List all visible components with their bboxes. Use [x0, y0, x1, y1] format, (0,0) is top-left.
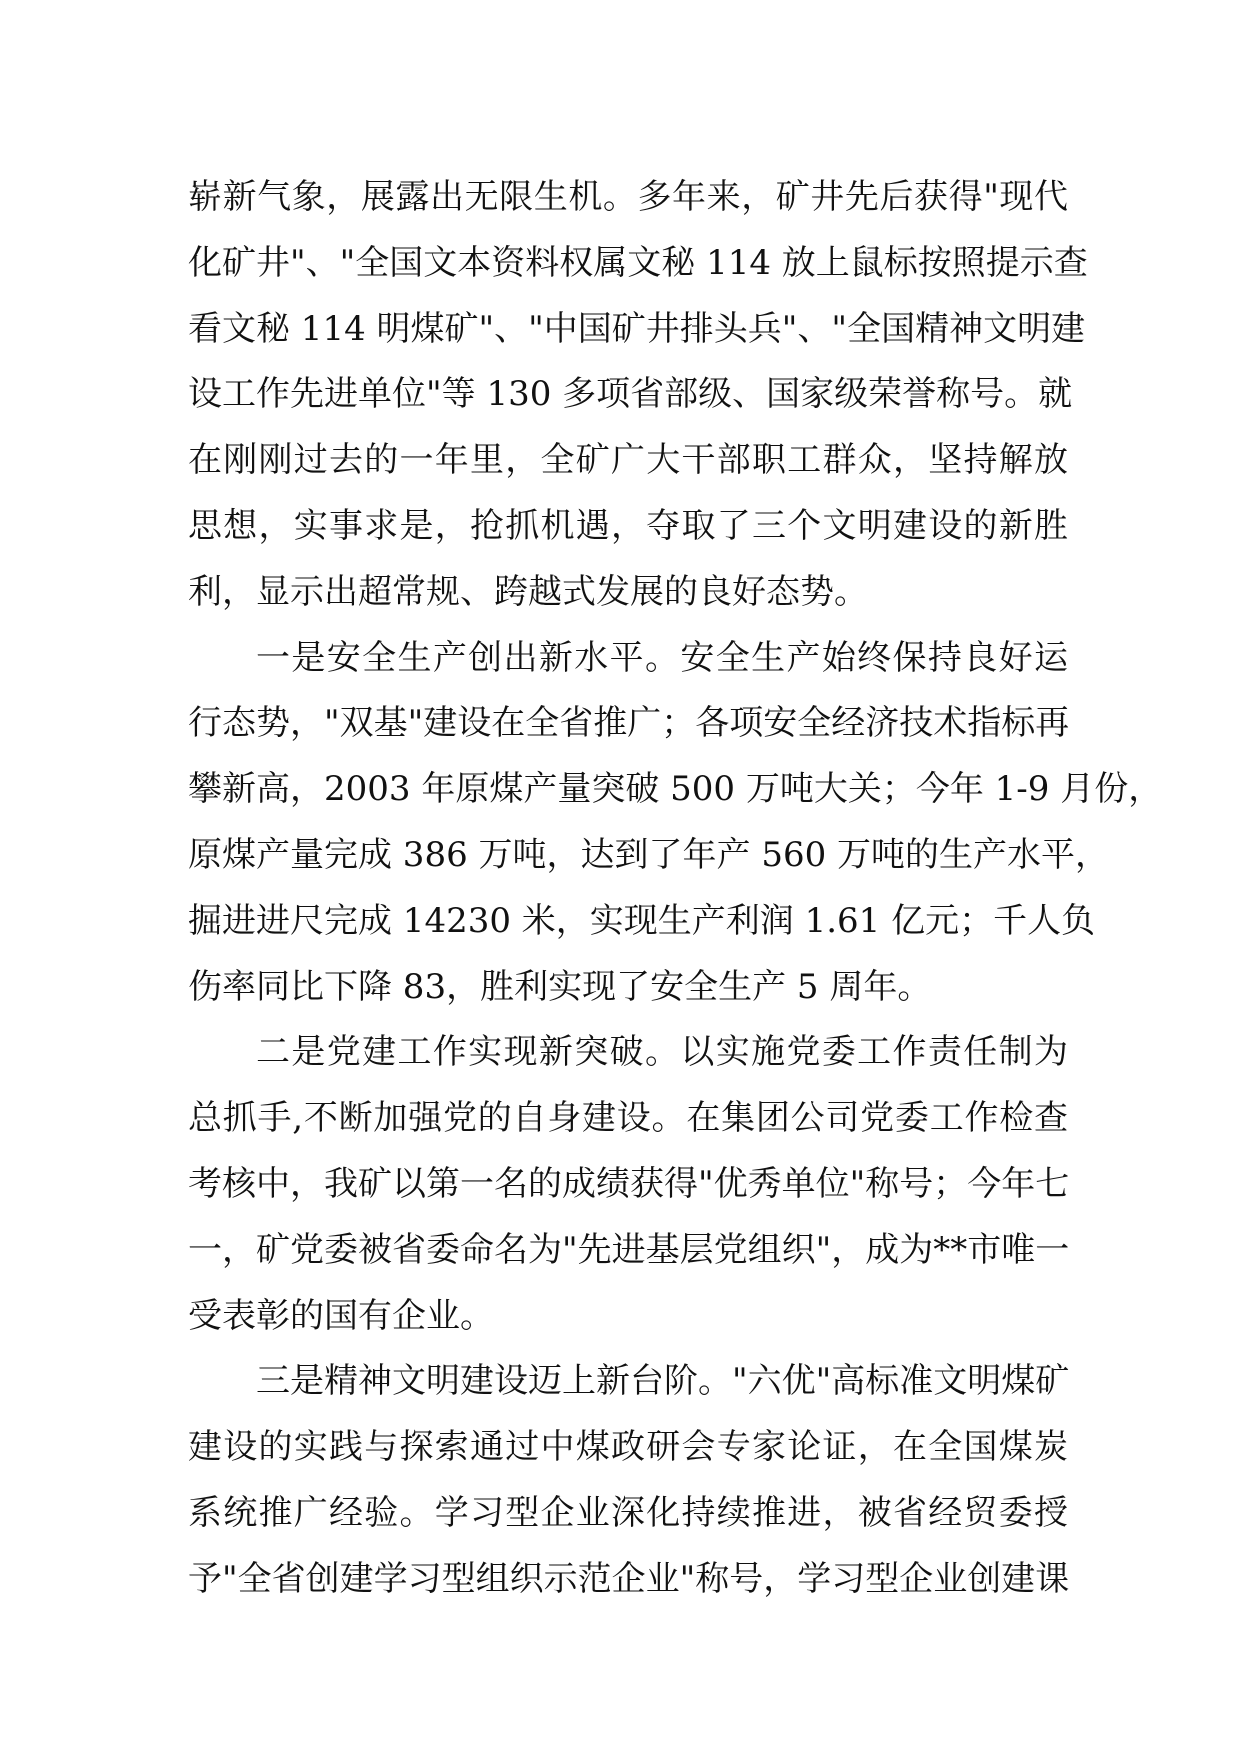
text-line: 崭新气象，展露出无限生机。多年来，矿井先后获得"现代	[188, 177, 1068, 217]
text-line: 受表彰的国有企业。	[188, 1295, 494, 1336]
text-line: 建设的实践与探索通过中煤政研会专家论证，在全国煤炭	[188, 1427, 1068, 1468]
text-line: 掘进进尺完成 14230 米，实现生产利润 1.61 亿元；千人负	[188, 900, 1096, 941]
text-line: 攀新高，2003 年原煤产量突破 500 万吨大关；今年 1-9 月份，	[188, 769, 1163, 810]
paragraph-heading-line: 二是党建工作实现新突破。以实施党委工作责任制为	[256, 1032, 1068, 1073]
text-line: 看文秘 114 明煤矿"、"中国矿井排头兵"、"全国精神文明建	[188, 308, 1086, 349]
text-line: 一，矿党委被省委命名为"先进基层党组织"，成为**市唯一	[188, 1229, 1070, 1270]
text-line: 系统推广经验。学习型企业深化持续推进，被省经贸委授	[188, 1492, 1068, 1533]
text-line: 设工作先进单位"等 130 多项省部级、国家级荣誉称号。就	[188, 374, 1073, 415]
text-line: 思想，实事求是，抢抓机遇，夺取了三个文明建设的新胜	[188, 505, 1068, 546]
text-line: 行态势，"双基"建设在全省推广；各项安全经济技术指标再	[188, 703, 1070, 744]
text-line: 化矿井"、"全国文本资料权属文秘 114 放上鼠标按照提示查	[188, 242, 1088, 283]
text-line: 利，显示出超常规、跨越式发展的良好态势。	[188, 571, 868, 612]
paragraph-heading-line: 三是精神文明建设迈上新台阶。"六优"高标准文明煤矿	[256, 1361, 1070, 1402]
text-line: 原煤产量完成 386 万吨，达到了年产 560 万吨的生产水平，	[188, 834, 1110, 875]
document-body	[188, 165, 1163, 1613]
paragraph-heading-line: 一是安全生产创出新水平。安全生产始终保持良好运	[256, 637, 1068, 678]
text-line: 考核中，我矿以第一名的成绩获得"优秀单位"称号；今年七	[188, 1163, 1070, 1204]
text-line: 予"全省创建学习型组织示范企业"称号，学习型企业创建课	[188, 1558, 1070, 1599]
text-line: 总抓手,不断加强党的自身建设。在集团公司党委工作检查	[188, 1098, 1068, 1139]
text-line: 伤率同比下降 83，胜利实现了安全生产 5 周年。	[188, 966, 932, 1007]
text-line: 在刚刚过去的一年里，全矿广大干部职工群众，坚持解放	[188, 440, 1068, 481]
